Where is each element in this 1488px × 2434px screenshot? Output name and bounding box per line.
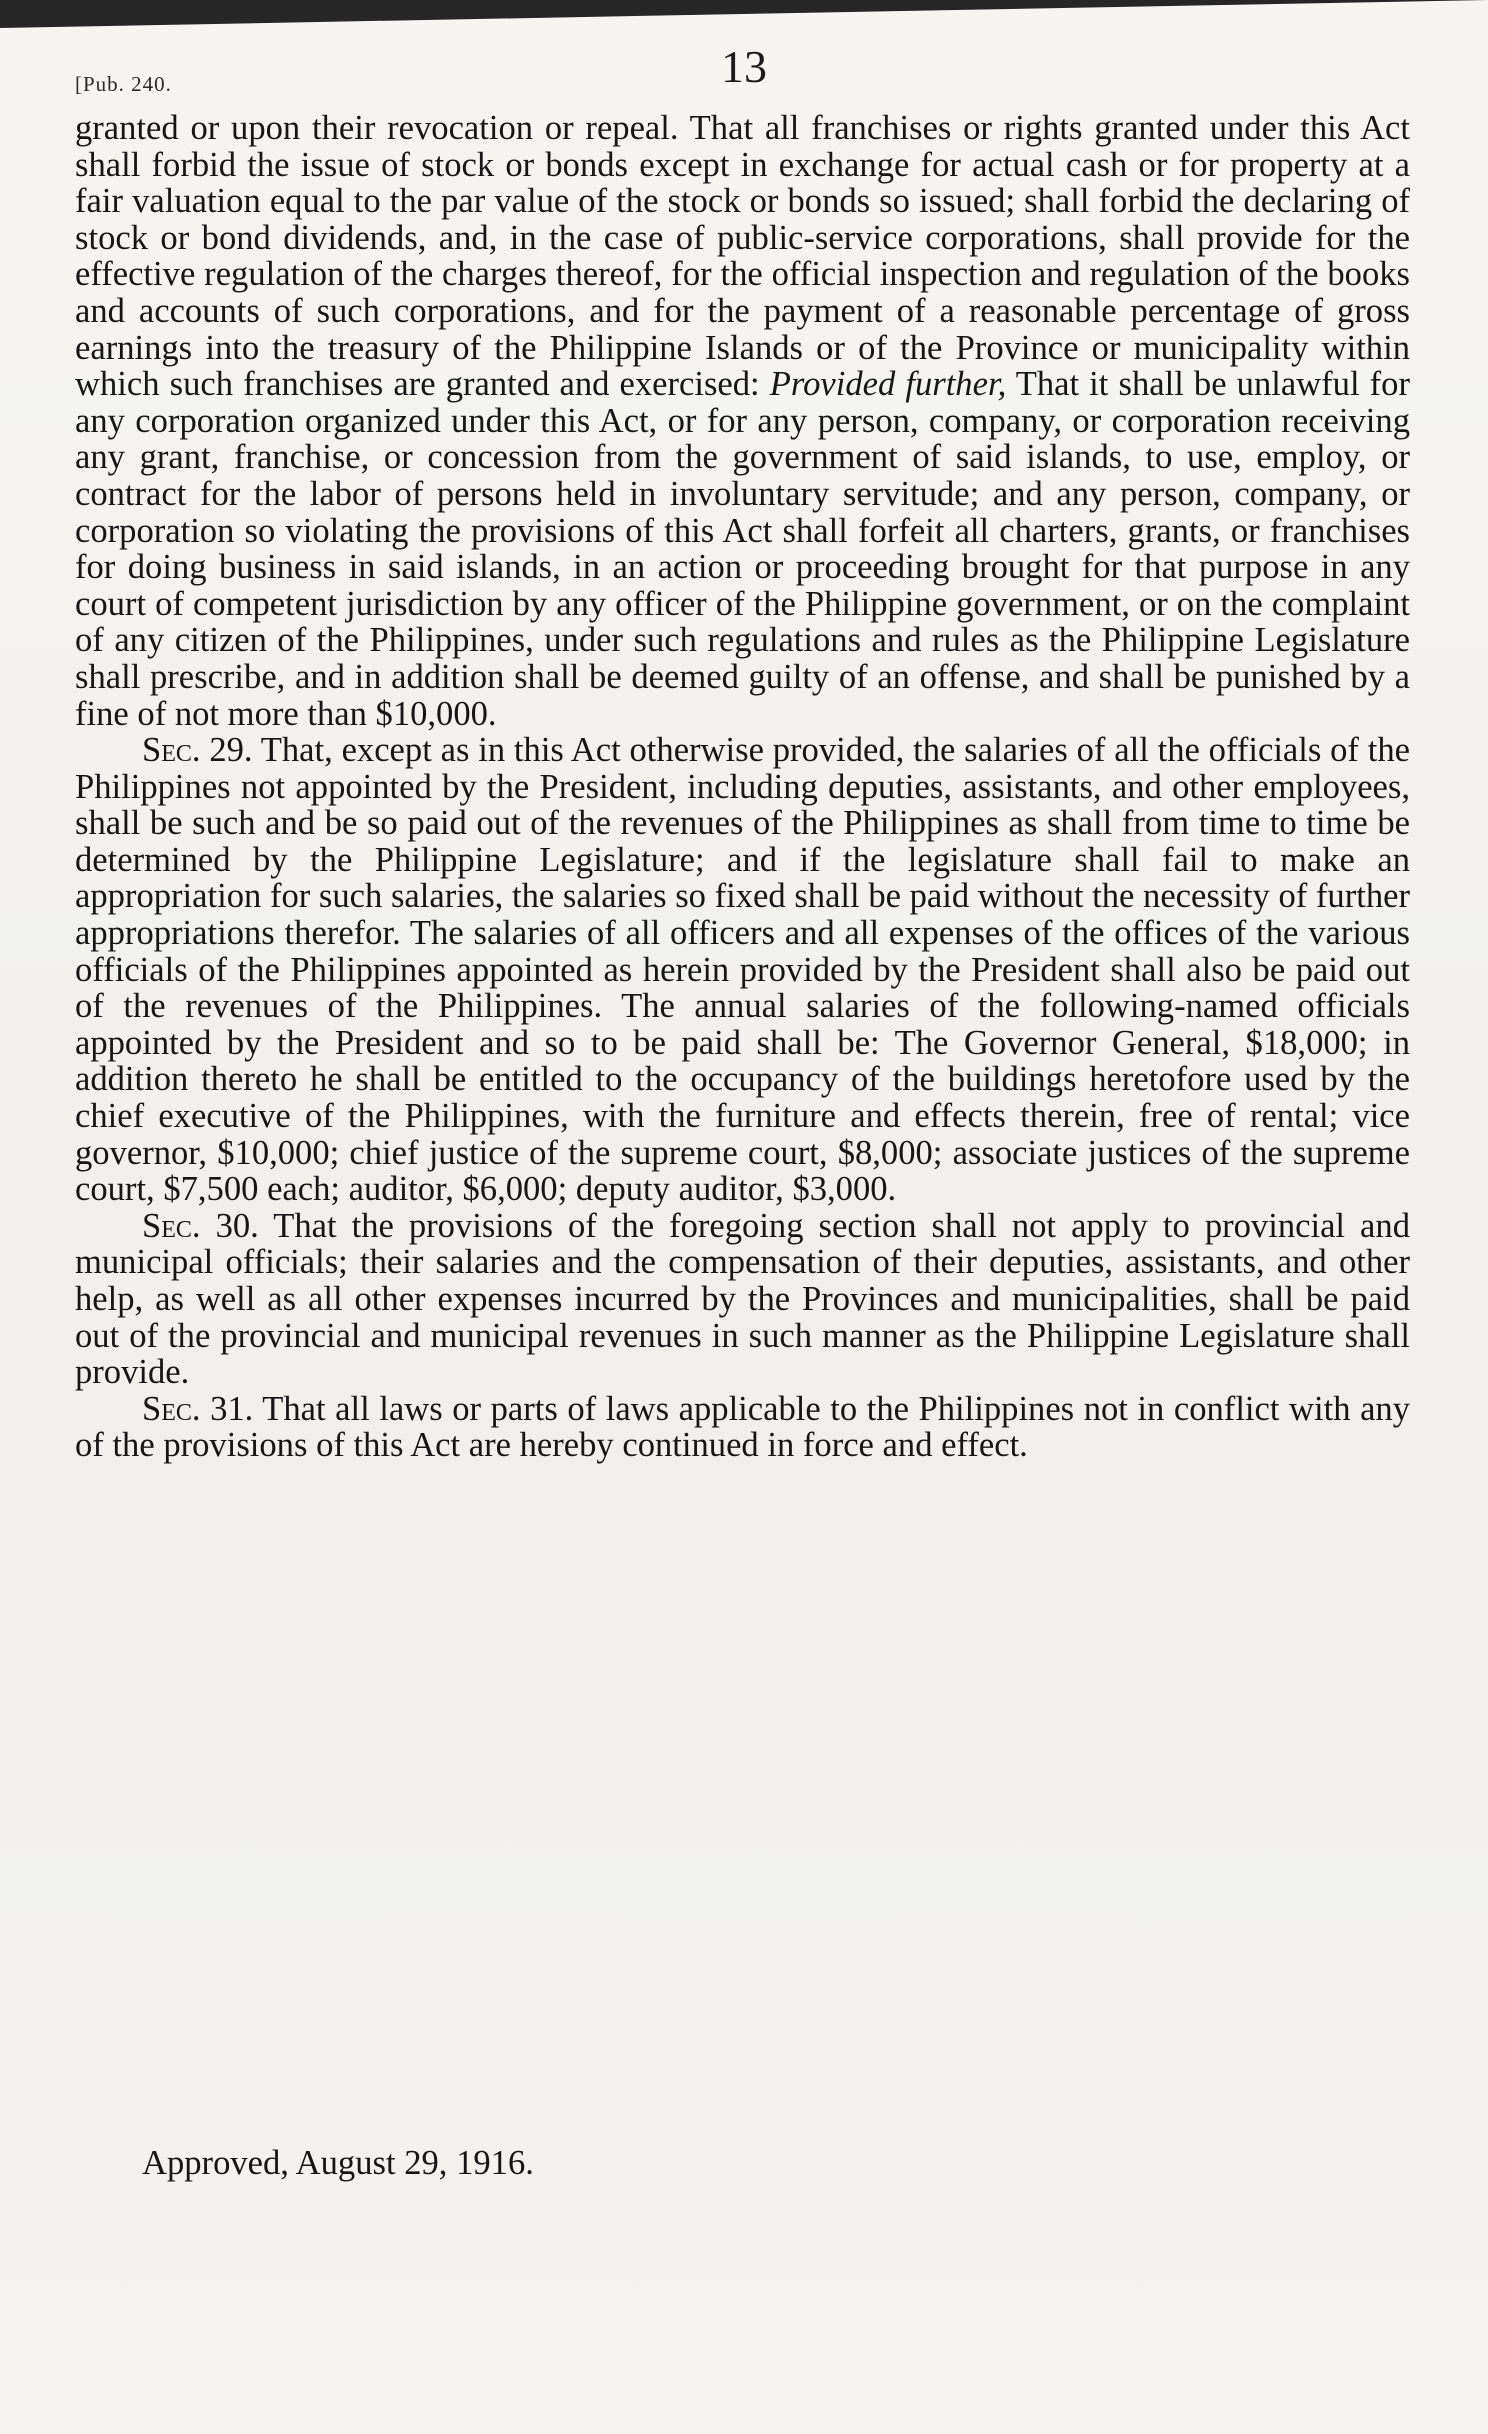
page-corner-shadow bbox=[0, 0, 1488, 28]
section-31 bbox=[75, 1391, 1410, 1464]
section-30-text: That the provisions of the foregoing section shall not apply to provincial and municipal officials; their salaries and the compensation of their deputies, assistants, and other help, as well as all other expenses incurred by the Provinces and municipalities, shall be paid out of the provincial and municipal revenues in such manner as the Philippine Legislature shall provide. bbox=[75, 1206, 1410, 1392]
paragraph-franchises-part-1: granted or upon their revocation or repeal. That all franchises or rights granted under this Act shall forbid the issue of stock or bonds except in exchange for actual cash or for property at a fair valuation equal to the par value of the stock or bonds so issued; shall forbid the declaring of stock or bond dividends, and, in the case of public-service corporations, shall provide for the effective regulation of the charges thereof, for the official inspection and regulation of the books and accounts of such corporations, and for the payment of a reasonable percentage of gross earnings into the treasury of the Philippine Islands or of the Province or municipality within which such franchises are granted and exercised: bbox=[75, 109, 1410, 404]
running-head: [Pub. 240. bbox=[75, 72, 172, 96]
section-29 bbox=[75, 732, 1410, 1208]
section-31-text: That all laws or parts of laws applicable to the Philippines not in conflict with any of the provisions of this Act are hereby continued in force and effect. bbox=[75, 1389, 1410, 1465]
section-29-text: That, except as in this Act otherwise provided, the salaries of all the officials of the Philippines not appointed by the President, including deputies, assistants, and other employees, shall be such and be so paid out of the revenues of the Philippines as shall from time to time be determined by the Philippine Legislature; and if the legislature shall fail to make an appropriation for such salaries, the salaries so fixed shall be paid without the necessity of further appropriations therefor. The salaries of all officers and all expenses of the offices of the various officials of the Philippines appointed as herein provided by the President shall also be paid out of the revenues of the Philippines. The annual salaries of the following-named officials appointed by the President and so to be paid shall be: The Governor General, $18,000; in addition thereto he shall be entitled to the occupancy of the buildings heretofore used by the chief executive of the Philippines, with the furniture and effects therein, free of rental; vice governor, $10,000; chief justice of the supreme court, $8,000; associate justices of the supreme court, $7,500 each; auditor, $6,000; deputy auditor, $3,000. bbox=[75, 731, 1410, 1209]
section-30 bbox=[75, 1208, 1410, 1391]
page-number: 13 bbox=[721, 41, 767, 92]
approval-date: Approved, August 29, 1916. bbox=[142, 2144, 534, 2182]
paragraph-franchises bbox=[75, 110, 1410, 732]
paragraph-franchises-part-2: That it shall be unlawful for any corporation organized under this Act, or for any person, company, or corporation receiving any grant, franchise, or concession from the government of said islands, to use, employ, or contract for the labor of persons held in involuntary servitude; and any person, company, or corporation so violating the provisions of this Act shall forfeit all charters, grants, or franchises for doing business in said islands, in an action or proceeding brought for that purpose in any court of competent jurisdiction by any officer of the Philippine government, or on the complaint of any citizen of the Philippines, under such regulations and rules as the Philippine Legislature shall prescribe, and in addition shall be deemed guilty of an offense, and shall be punished by a fine of not more than $10,000. bbox=[75, 365, 1410, 733]
section-29-label: Sec. 29. bbox=[142, 731, 253, 770]
body-text bbox=[75, 110, 1410, 1464]
proviso-italic: Provided further, bbox=[769, 365, 1007, 404]
section-30-label: Sec. 30. bbox=[142, 1206, 259, 1245]
section-31-label: Sec. 31. bbox=[142, 1389, 254, 1428]
